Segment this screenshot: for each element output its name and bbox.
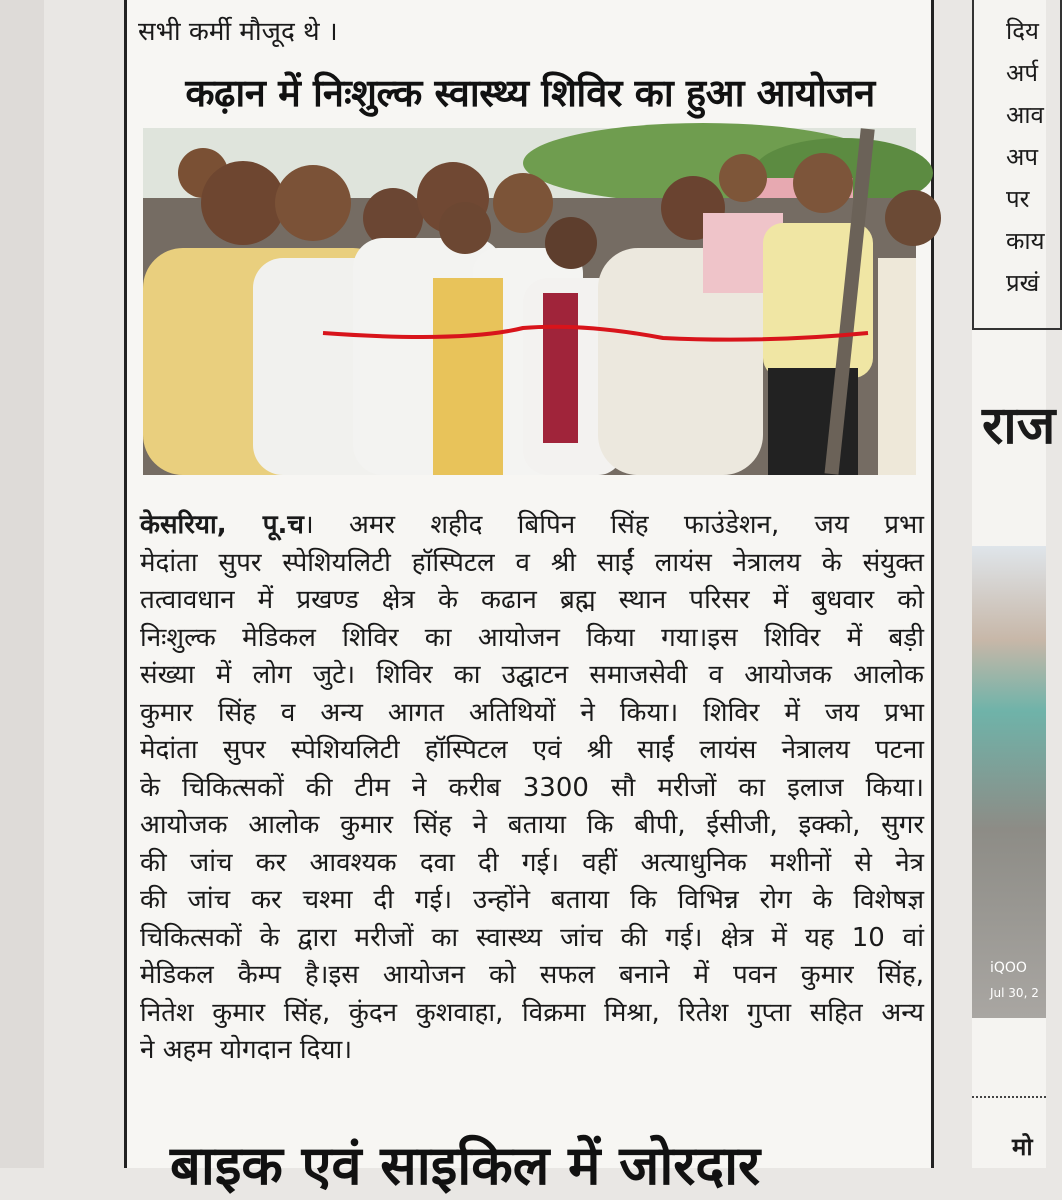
dotted-separator (972, 1096, 1046, 1098)
article-photo (143, 128, 916, 475)
body-line: संख्या में लोग जुटे। शिविर का उद्घाटन समाजसेवी व आयोजक आलोक (140, 660, 924, 690)
adjacent-bottom-word: मो (1012, 1133, 1033, 1161)
adjacent-word: काय (1006, 227, 1045, 255)
next-article-headline: बाइक एवं साइकिल में जोरदार (170, 1134, 761, 1197)
article-headline: कढ़ान में निःशुल्क स्वास्थ्य शिविर का हुआ आयोजन (185, 71, 875, 115)
body-line: कुमार सिंह व अन्य आगत अतिथियों ने किया। शिविर में जय प्रभा (140, 697, 924, 728)
adjacent-word: पर (1006, 185, 1030, 213)
body-line: नितेश कुमार सिंह, कुंदन कुशवाहा, विक्रमा मिश्रा, रितेश गुप्ता सहित अन्य (140, 997, 924, 1028)
adjacent-word: प्रखं (1006, 269, 1040, 297)
adjacent-word: आव (1006, 101, 1044, 129)
body-line-last: ने अहम योगदान दिया। (140, 1035, 353, 1065)
body-line: की जांच कर आवश्यक दवा दी गई। वहीं अत्याधुनिक मशीनों से नेत्र (140, 847, 924, 878)
body-line: मेदांता सुपर स्पेशियलिटी हॉस्पिटल एवं श्री साईं लायंस नेत्रालय पटना (140, 735, 924, 765)
adjacent-photo (972, 546, 1046, 1018)
adjacent-word: दिय (1006, 17, 1039, 45)
dateline: केसरिया, पू.च (140, 510, 304, 540)
body-line: मेदांता सुपर स्पेशियलिटी हॉस्पिटल व श्री साईं लायंस नेत्रालय के संयुक्त (140, 547, 924, 578)
body-line (140, 507, 924, 545)
page-gutter (0, 0, 44, 1168)
adjacent-word: अप (1006, 143, 1038, 171)
body-line: आयोजक आलोक कुमार सिंह ने बताया कि बीपी, ईसीजी, इक्को, सुगर (140, 810, 924, 840)
adjacent-column (972, 0, 1056, 1168)
body-line-text: । अमर शहीद बिपिन सिंह फाउंडेशन, जय प्रभा (303, 510, 925, 540)
body-line: निःशुल्क मेडिकल शिविर का आयोजन किया गया।इस शिविर में बड़ी (140, 622, 924, 653)
previous-article-tail: सभी कर्मी मौजूद थे । (138, 17, 338, 47)
body-line: मेडिकल कैम्प है।इस आयोजन को सफल बनाने में पवन कुमार सिंह, (140, 960, 924, 990)
body-line: तत्वावधान में प्रखण्ड क्षेत्र के कढान ब्रह्म स्थान परिसर में बुधवार को (140, 585, 924, 615)
article-body (140, 507, 924, 1070)
camera-brand-stamp: iQOO (990, 960, 1027, 976)
body-line: की जांच कर चश्मा दी गई। उन्होंने बताया कि विभिन्न रोग के विशेषज्ञ (140, 885, 924, 915)
body-line: चिकित्सकों के द्वारा मरीजों का स्वास्थ्य जांच की गई। क्षेत्र में यह 10 वां (140, 922, 924, 953)
adjacent-word: अर्प (1006, 59, 1038, 87)
adjacent-headline: राज (982, 396, 1056, 456)
body-line: के चिकित्सकों की टीम ने करीब 3300 सौ मरीजों का इलाज किया। (140, 772, 924, 803)
camera-date-stamp: Jul 30, 2 (990, 986, 1039, 1000)
ribbon-cutting-photo (143, 128, 916, 475)
